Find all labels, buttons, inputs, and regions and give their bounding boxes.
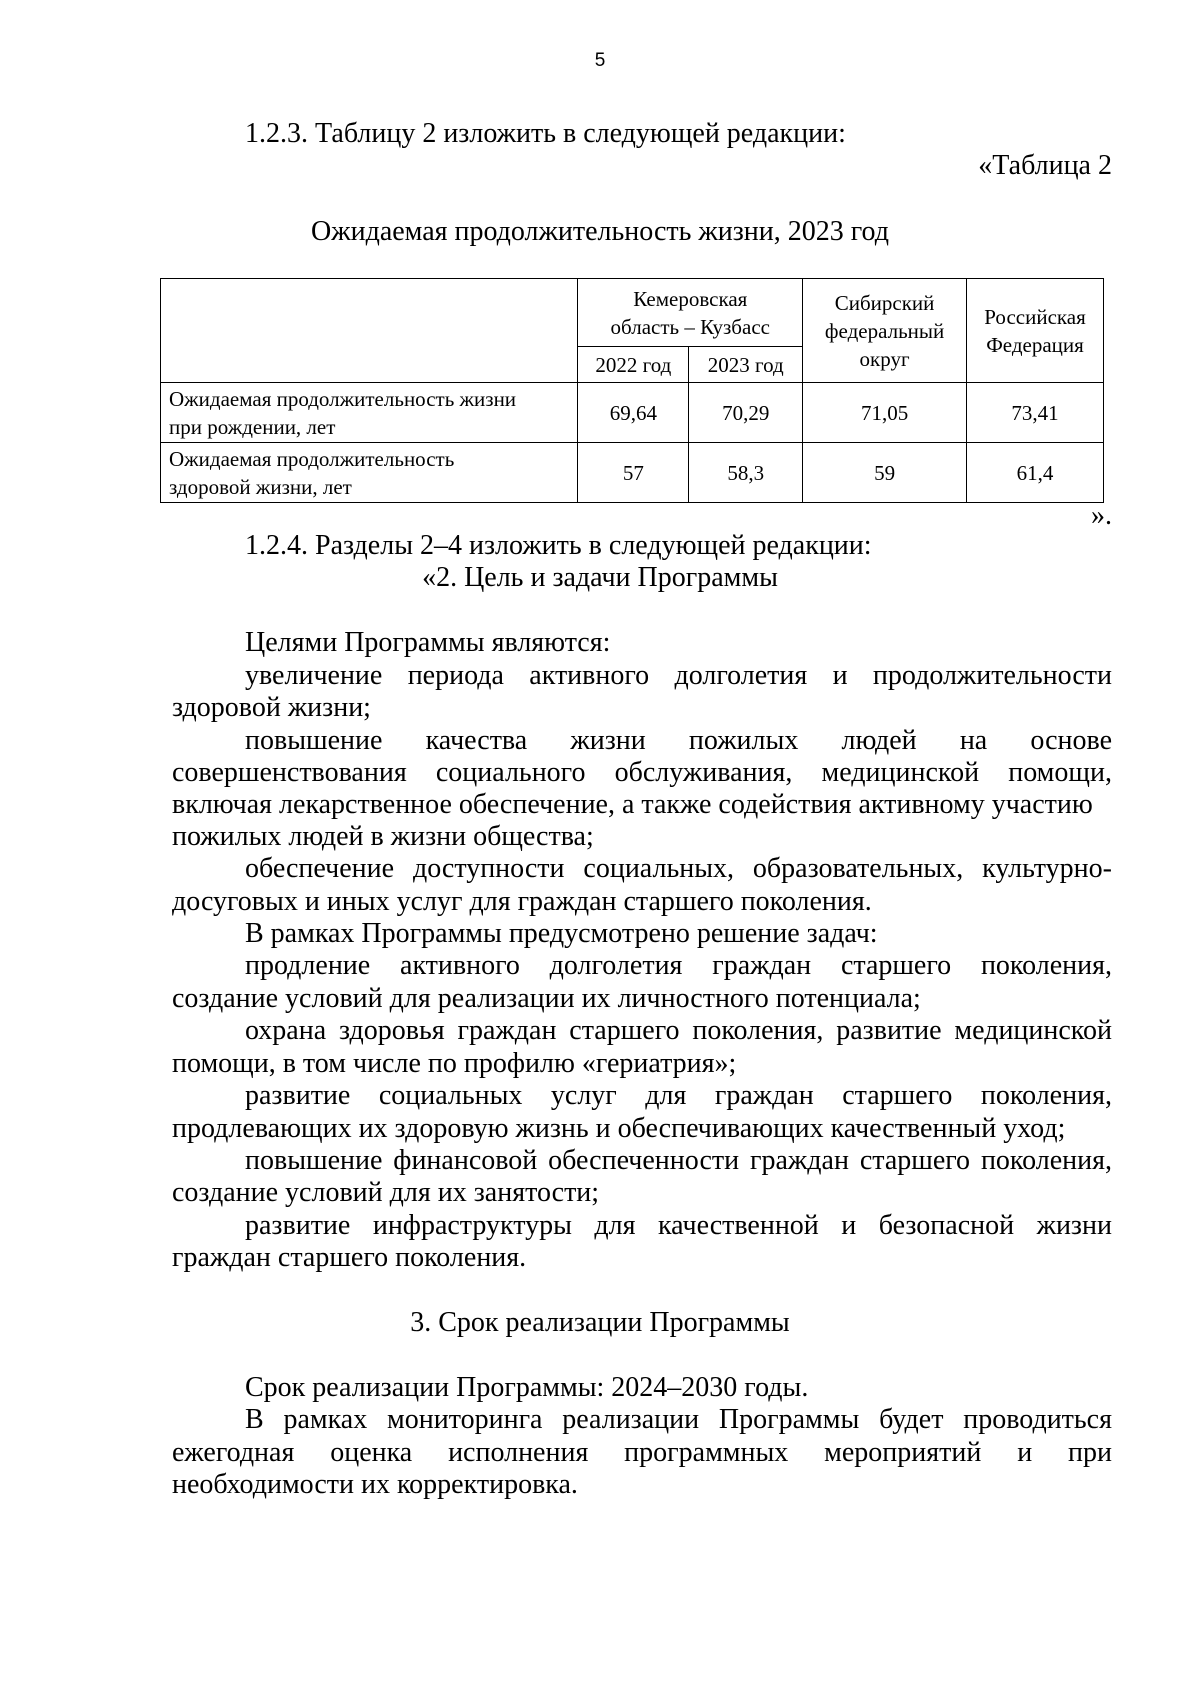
header-sfo-line: Сибирский <box>834 290 935 315</box>
word: финансовой <box>393 1145 538 1176</box>
word: программных <box>624 1437 789 1468</box>
word: граждан <box>714 1080 814 1111</box>
word: исполнения <box>448 1437 589 1468</box>
word: долголетия <box>674 660 808 691</box>
section-3-title: 3. Срок реализации Программы <box>410 1307 790 1338</box>
word: охрана <box>245 1015 327 1046</box>
word: и <box>841 1210 857 1241</box>
word: долголетия <box>549 950 683 981</box>
goal-1-line-1 <box>245 660 1112 692</box>
word: жизни <box>1036 1210 1112 1241</box>
row-label <box>161 383 578 443</box>
life-expectancy-table <box>160 278 1104 503</box>
word: совершенствования <box>172 757 407 788</box>
value-cell: 73,41 <box>967 383 1104 443</box>
word: инфраструктуры <box>372 1210 572 1241</box>
goal-3-line-1 <box>245 853 1112 885</box>
goal-2-line-2 <box>172 757 1112 789</box>
word: развитие <box>245 1210 351 1241</box>
word: качественной <box>658 1210 819 1241</box>
goal-2-line-1 <box>245 725 1112 757</box>
value-cell: 71,05 <box>803 383 967 443</box>
paragraph-1-2-4: 1.2.4. Разделы 2–4 изложить в следующей редакции: <box>245 530 872 561</box>
word: старшего <box>569 1015 680 1046</box>
value-cell: 70,29 <box>689 383 803 443</box>
header-year-2022: 2022 год <box>578 347 689 383</box>
row-label <box>161 443 578 503</box>
word: ежегодная <box>172 1437 295 1468</box>
word: развитие <box>836 1015 942 1046</box>
word: пожилых <box>688 725 799 756</box>
word: качества <box>425 725 528 756</box>
task-4-line-1 <box>245 1145 1112 1177</box>
word: проводиться <box>963 1404 1112 1435</box>
word: граждан <box>750 1145 849 1176</box>
table-corner-cell <box>161 279 578 383</box>
word: услуг <box>550 1080 617 1111</box>
word: поколения, <box>980 950 1112 981</box>
word: увеличение <box>245 660 383 691</box>
task-3-line-1 <box>245 1080 1112 1112</box>
header-kuzbass-line: область – Кузбасс <box>610 314 770 339</box>
word: мониторинга <box>387 1404 543 1435</box>
header-rf-line: Федерация <box>986 332 1084 357</box>
word: социального <box>435 757 586 788</box>
value-cell: 61,4 <box>967 443 1104 503</box>
header-rf-line: Российская <box>984 304 1086 329</box>
task-4-line-2: создание условий для их занятости; <box>172 1177 600 1208</box>
word: мероприятий <box>824 1437 982 1468</box>
word: старшего <box>842 1080 953 1111</box>
word: людей <box>841 725 917 756</box>
table-row <box>161 383 1104 443</box>
word: безопасной <box>878 1210 1015 1241</box>
header-kuzbass-line: Кемеровская <box>633 286 748 311</box>
row-label-line: здоровой жизни, лет <box>169 474 352 499</box>
word: медицинской <box>954 1015 1112 1046</box>
word: медицинской <box>821 757 980 788</box>
word: поколения, <box>980 1080 1112 1111</box>
word: для <box>594 1210 636 1241</box>
word: здоровья <box>339 1015 445 1046</box>
value-cell: 58,3 <box>689 443 803 503</box>
word: активного <box>400 950 520 981</box>
word: продление <box>245 950 371 981</box>
monitoring-line-3: необходимости их корректировка. <box>172 1469 578 1500</box>
goal-3-line-2: досуговых и иных услуг для граждан старшего поколения. <box>172 886 872 917</box>
table-title: Ожидаемая продолжительность жизни, 2023 год <box>311 216 889 247</box>
word: обслуживания, <box>614 757 793 788</box>
word: обеспеченности <box>548 1145 740 1176</box>
table-close-quote: ». <box>1091 500 1112 531</box>
word: рамках <box>283 1404 368 1435</box>
word: поколения, <box>980 1145 1112 1176</box>
word: доступности <box>412 853 565 884</box>
word: развитие <box>245 1080 351 1111</box>
word: старшего <box>859 1145 971 1176</box>
word: социальных <box>378 1080 523 1111</box>
header-kuzbass <box>578 279 803 347</box>
section-2-title: «2. Цель и задачи Программы <box>422 562 778 593</box>
word: основе <box>1030 725 1112 756</box>
row-label-line: Ожидаемая продолжительность <box>169 446 455 471</box>
goal-2-line-3: включая лекарственное обеспечение, а также содействия активному участию <box>172 789 1093 820</box>
header-year-2023: 2023 год <box>689 347 803 383</box>
value-cell: 57 <box>578 443 689 503</box>
table-label: «Таблица 2 <box>978 150 1112 181</box>
word: граждан <box>712 950 812 981</box>
word: В <box>245 1404 264 1435</box>
header-sfo-line: округ <box>859 346 910 371</box>
word: активного <box>529 660 650 691</box>
word: при <box>1068 1437 1112 1468</box>
word: реализации <box>562 1404 700 1435</box>
task-1-line-1 <box>245 950 1112 982</box>
paragraph-1-2-3: 1.2.3. Таблицу 2 изложить в следующей редакции: <box>245 118 846 149</box>
task-5-line-2: граждан старшего поколения. <box>172 1242 527 1273</box>
word: социальных, <box>583 853 735 884</box>
word: повышение <box>245 1145 383 1176</box>
word: будет <box>879 1404 944 1435</box>
task-2-line-1 <box>245 1015 1112 1047</box>
value-cell: 69,64 <box>578 383 689 443</box>
tasks-intro: В рамках Программы предусмотрено решение задач: <box>245 918 878 949</box>
word: старшего <box>840 950 952 981</box>
word: оценка <box>330 1437 413 1468</box>
goal-2-line-4: пожилых людей в жизни общества; <box>172 821 594 852</box>
word: для <box>645 1080 687 1111</box>
word: периода <box>407 660 504 691</box>
word: культурно- <box>982 853 1112 884</box>
word: образовательных, <box>752 853 964 884</box>
word: продолжительности <box>872 660 1112 691</box>
task-1-line-2: создание условий для реализации их личностного потенциала; <box>172 983 921 1014</box>
header-rf <box>967 279 1104 383</box>
word: граждан <box>457 1015 557 1046</box>
value-cell: 59 <box>803 443 967 503</box>
monitoring-line-1 <box>245 1404 1112 1436</box>
header-sfo-line: федеральный <box>824 318 945 343</box>
word: на <box>959 725 988 756</box>
word: помощи, <box>1008 757 1112 788</box>
word: повышение <box>245 725 383 756</box>
row-label-line: Ожидаемая продолжительность жизни <box>169 386 517 411</box>
row-label-line: при рождении, лет <box>169 414 336 439</box>
task-3-line-2: продлевающих их здоровую жизнь и обеспечивающих качественный уход; <box>172 1113 1066 1144</box>
task-2-line-2: помощи, в том числе по профилю «гериатрия»; <box>172 1048 737 1079</box>
word: Программы <box>718 1404 860 1435</box>
goals-intro: Целями Программы являются: <box>245 627 611 658</box>
word: и <box>1017 1437 1033 1468</box>
goal-1-line-2: здоровой жизни; <box>172 692 371 723</box>
task-5-line-1 <box>245 1210 1112 1242</box>
word: поколения, <box>692 1015 824 1046</box>
word: обеспечение <box>245 853 395 884</box>
word: и <box>832 660 848 691</box>
monitoring-line-2 <box>172 1437 1112 1469</box>
term-paragraph: Срок реализации Программы: 2024–2030 годы. <box>245 1372 809 1403</box>
page-number: 5 <box>594 50 606 71</box>
word: жизни <box>570 725 646 756</box>
header-sfo <box>803 279 967 383</box>
table-row <box>161 443 1104 503</box>
